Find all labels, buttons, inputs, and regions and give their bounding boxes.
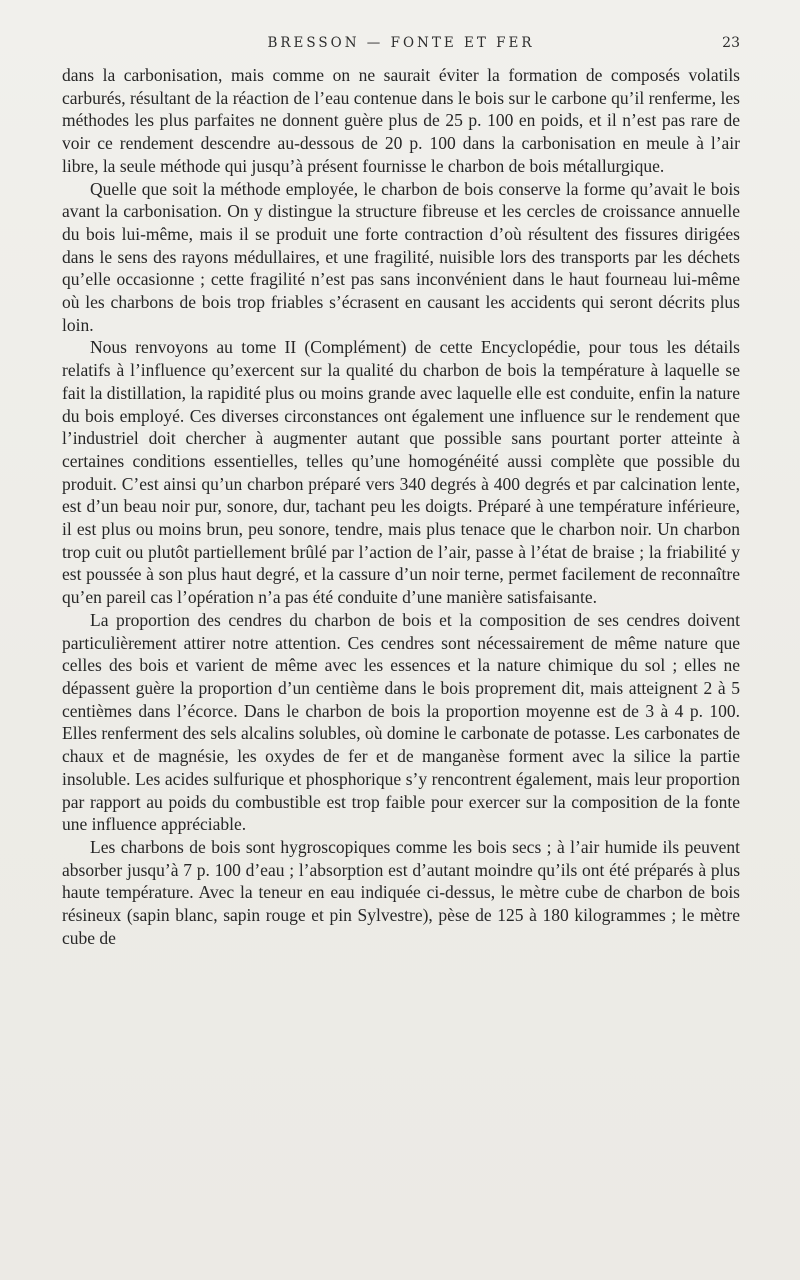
paragraph-carbonisation-yield: dans la carbonisation, mais comme on ne saurait éviter la formation de composés volatils carburés, résultant de la réaction de l’eau contenue dans le bois sur le carbone qu’il renferme, les méthodes les plus parfaites ne donnent guère plus de 25 p. 100 en poids, et il n’est pas rare de voir ce rendement descendre au-dessous de 20 p. 100 dans la carbonisation en meule à l’air libre, la seule méthode qui jusqu’à présent fournisse le charbon de bois métallurgique.: [62, 65, 740, 176]
paragraph-ash-composition: La proportion des cendres du charbon de bois et la composition de ses cendres doivent particulièrement attirer notre attention. Ces cendres sont nécessairement de même nature que celles des bois et varient de même avec les essences et la nature chimique du sol ; elles ne dépassent guère la proportion d’un centième dans le bois proprement dit, mais atteignent 2 à 5 centièmes dans l’écorce. Dans le charbon de bois la proportion moyenne est de 3 à 4 p. 100. Elles renferment des sels alcalins solubles, où domine le carbonate de potasse. Les carbonates de chaux et de magnésie, les oxydes de fer et de manganèse forment avec la silice la partie insoluble. Les acides sulfurique et phosphorique s’y rencontrent également, mais leur proportion par rapport au poids du combustible est trop faible pour exercer sur la composition de la fonte une influence appréciable.: [62, 609, 740, 835]
body-text: [62, 64, 740, 949]
paragraph-charcoal-structure: Quelle que soit la méthode employée, le charbon de bois conserve la forme qu’avait le bois avant la carbonisation. On y distingue la structure fibreuse et les cercles de croissance annuelle du bois lui-même, mais il se produit une forte contraction d’où résultent des fissures dirigées dans le sens des rayons médullaires, et une fragilité, nuisible lors des transports par les déchets qu’elle occasionne ; cette fragilité n’est pas sans inconvénient dans le haut fourneau lui-même où les charbons de bois trop friables s’écrasent en causant les accidents qui seront décrits plus loin.: [62, 178, 740, 335]
page-number: 23: [722, 35, 740, 51]
paragraph-distillation-conditions: Nous renvoyons au tome II (Complément) de cette Encyclopédie, pour tous les détails relatifs à l’influence qu’exercent sur la qualité du charbon de bois la température à laquelle se fait la distillation, la rapidité plus ou moins grande avec laquelle elle est conduite, enfin la nature du bois employé. Ces diverses circonstances ont également une influence sur le rendement que l’industriel doit chercher à augmenter autant que possible sans pourtant porter atteinte à certaines conditions essentielles, telles qu’une homogénéité aussi complète que possible du produit. C’est ainsi qu’un charbon préparé vers 340 degrés à 400 degrés et par calcination lente, est d’un beau noir pur, sonore, dur, tachant peu les doigts. Préparé à une température inférieure, il est plus ou moins brun, peu sonore, tendre, mais plus tenace que le charbon noir. Un charbon trop cuit ou plutôt partiellement brûlé par l’action de l’air, passe à l’état de braise ; la friabilité y est poussée à son plus haut degré, et la cassure d’un noir terne, permet facilement de reconnaître qu’en pareil cas l’opération n’a pas été conduite d’une manière satisfaisante.: [62, 337, 740, 608]
paragraph-hygroscopic: Les charbons de bois sont hygroscopiques comme les bois secs ; à l’air humide ils peuvent absorber jusqu’à 7 p. 100 d’eau ; l’absorption est d’autant moindre qu’ils ont été préparés à plus haute température. Avec la teneur en eau indiquée ci-dessus, le mètre cube de charbon de bois résineux (sapin blanc, sapin rouge et pin Sylvestre), pèse de 125 à 180 kilogrammes ; le mètre cube de: [62, 836, 740, 948]
running-title: BRESSON — FONTE ET FER: [267, 35, 535, 51]
running-head: [62, 35, 740, 59]
